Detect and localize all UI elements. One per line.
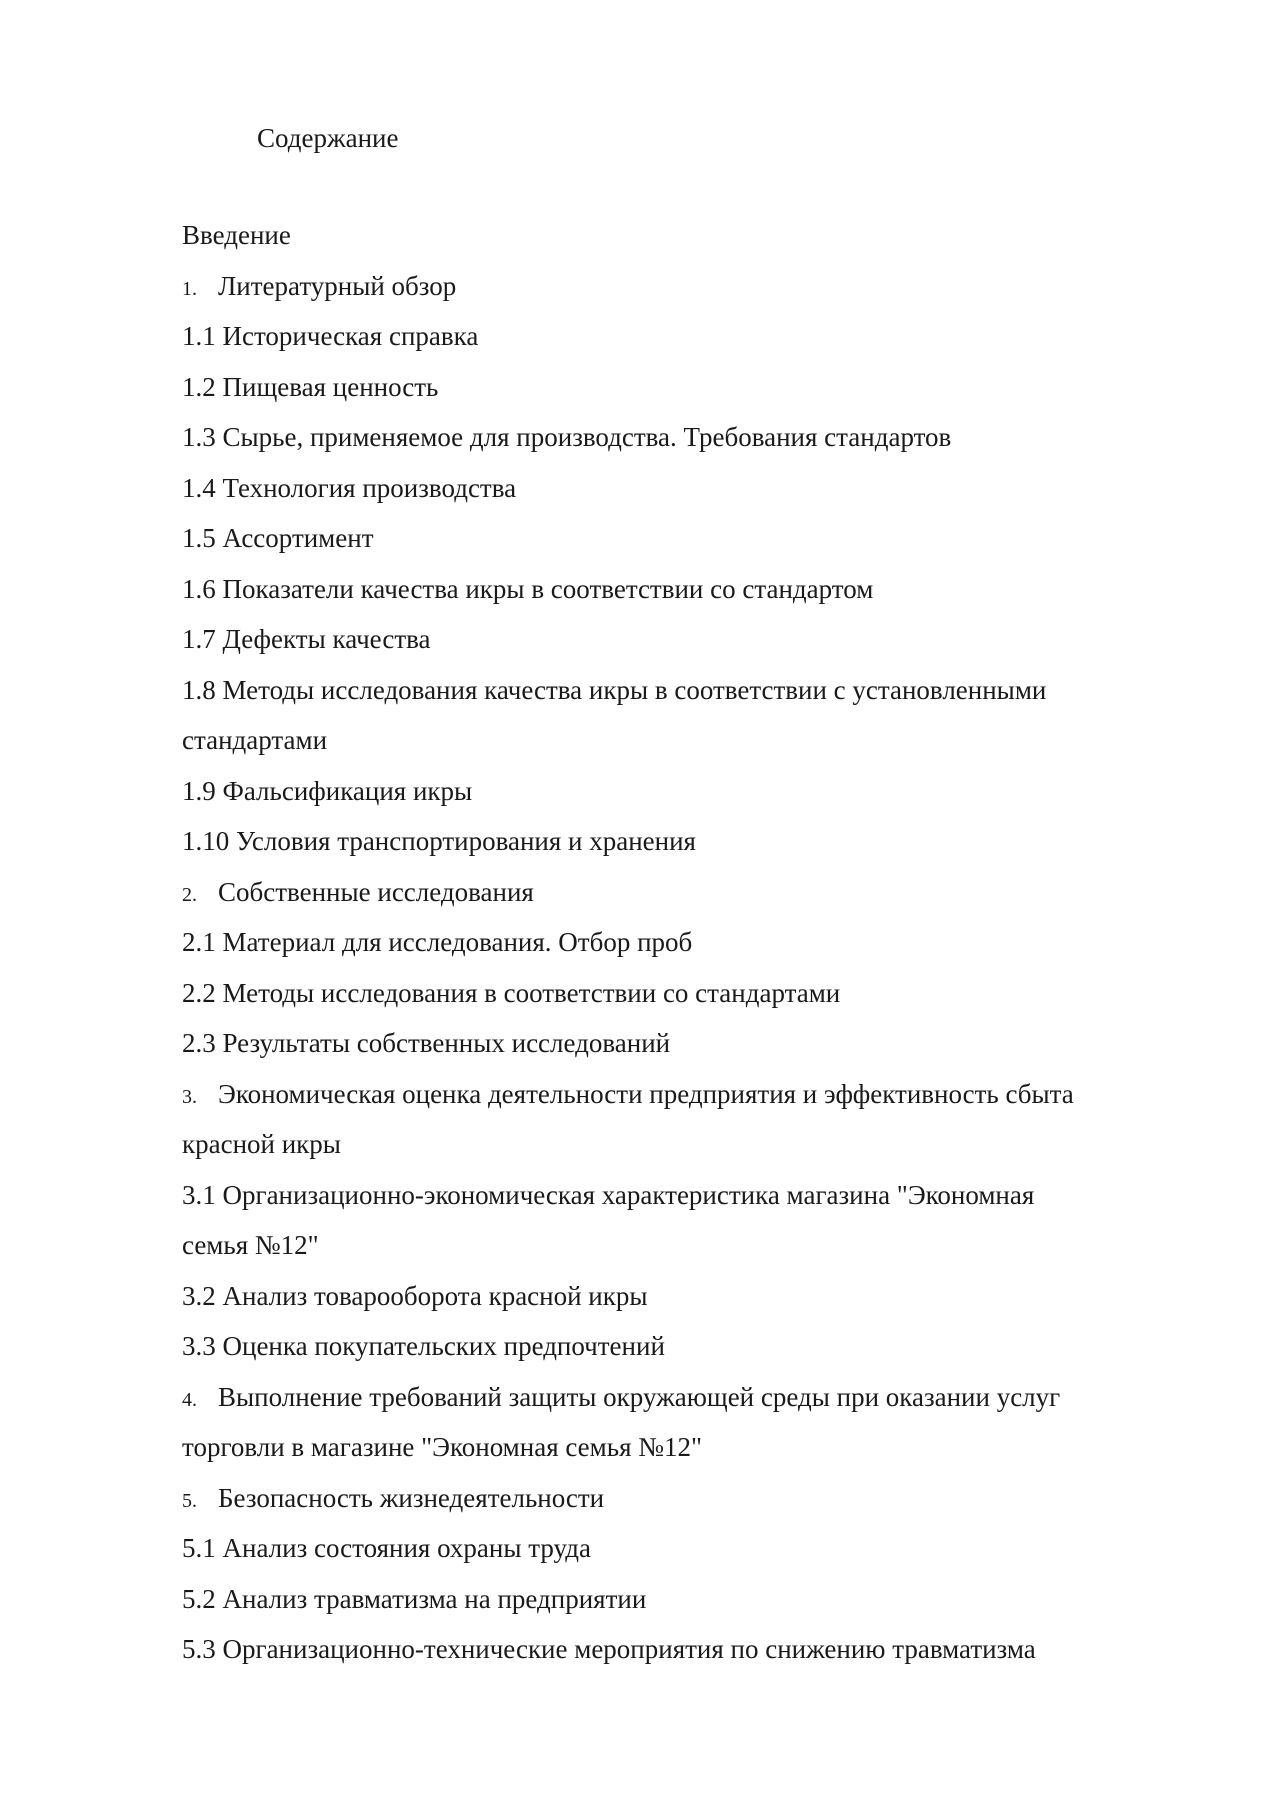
- toc-line-text: торговли в магазине "Экономная семья №12": [182, 1432, 703, 1462]
- toc-line-text: 5.1 Анализ состояния охраны труда: [182, 1533, 592, 1563]
- toc-line-text: 1.1 Историческая справка: [182, 321, 479, 351]
- toc-section-number: 3.: [182, 1085, 197, 1108]
- toc-line-text: стандартами: [182, 725, 328, 755]
- toc-line-text: Безопасность жизнедеятельности: [218, 1482, 605, 1513]
- toc-line: [182, 1271, 1192, 1322]
- toc-line-text: 1.7 Дефекты качества: [182, 624, 431, 654]
- toc-line: [182, 1170, 1192, 1221]
- toc-line: [182, 210, 1192, 261]
- toc-line: [182, 1372, 1192, 1423]
- toc-line: [182, 463, 1192, 514]
- toc-line-text: 3.2 Анализ товарооборота красной икры: [182, 1280, 648, 1311]
- toc-line: [182, 1220, 1192, 1271]
- toc-line-text: 3.3 Оценка покупательских предпочтений: [182, 1331, 665, 1361]
- toc-line: [182, 412, 1192, 463]
- toc-line-text: 2.3 Результаты собственных исследований: [182, 1028, 671, 1058]
- toc-line: [182, 261, 1192, 312]
- toc-line-text: Собственные исследования: [218, 876, 534, 907]
- toc-line: [182, 1018, 1192, 1069]
- toc-line-text: 1.4 Технология производства: [182, 472, 517, 503]
- toc-line: [182, 1624, 1192, 1675]
- toc-line-text: 1.5 Ассортимент: [182, 523, 374, 553]
- toc-line-text: 1.6 Показатели качества икры в соответствии со стандартом: [182, 573, 874, 604]
- toc-line: [182, 1422, 1192, 1473]
- toc-line-text: 1.3 Сырье, применяемое для производства. Требования стандартов: [182, 422, 952, 452]
- toc-line: [182, 1119, 1192, 1170]
- toc-line: [182, 362, 1192, 413]
- toc-line-text: Выполнение требований защиты окружающей среды при оказании услуг: [218, 1381, 1061, 1412]
- toc-line-text: 5.2 Анализ травматизма на предприятии: [182, 1583, 647, 1614]
- toc-line: [182, 1069, 1192, 1120]
- toc-line-text: 3.1 Организационно-экономическая характеристика магазина "Экономная: [182, 1179, 1035, 1210]
- toc-line-text: семья №12": [182, 1230, 319, 1260]
- toc-line: [182, 1321, 1192, 1372]
- toc-line-text: Введение: [182, 220, 291, 250]
- toc-section-number: 2.: [182, 883, 197, 906]
- toc-line: [182, 311, 1192, 362]
- toc-section-number: 1.: [182, 277, 197, 300]
- toc-line-text: 5.3 Организационно-технические мероприятия по снижению травматизма: [182, 1634, 1036, 1664]
- toc-line-text: 2.2 Методы исследования в соответствии со стандартами: [182, 977, 841, 1008]
- toc-line: [182, 766, 1192, 817]
- toc-line: [182, 1523, 1192, 1574]
- toc-line: [182, 917, 1192, 968]
- toc-line: [182, 1473, 1192, 1524]
- toc-section-number: 4.: [182, 1388, 197, 1411]
- toc-line: [182, 614, 1192, 665]
- toc-line-text: Литературный обзор: [218, 270, 457, 301]
- toc-line: [182, 665, 1192, 716]
- toc-line: [182, 816, 1192, 867]
- toc-line-text: 1.2 Пищевая ценность: [182, 371, 439, 402]
- toc-line: [182, 513, 1192, 564]
- toc-line: [182, 968, 1192, 1019]
- toc-line-text: 2.1 Материал для исследования. Отбор проб: [182, 927, 693, 957]
- toc-line-text: 1.10 Условия транспортирования и хранения: [182, 826, 696, 856]
- toc-line: [182, 1574, 1192, 1625]
- page-title: Содержание: [257, 123, 399, 153]
- toc-line-text: 1.9 Фальсификация икры: [182, 775, 473, 806]
- toc-line: [182, 867, 1192, 918]
- toc-line-text: 1.8 Методы исследования качества икры в соответствии с установленными: [182, 674, 1047, 705]
- table-of-contents: [182, 210, 1192, 1675]
- toc-line: [182, 715, 1192, 766]
- toc-section-number: 5.: [182, 1489, 197, 1512]
- toc-line: [182, 564, 1192, 615]
- toc-line-text: Экономическая оценка деятельности предприятия и эффективность сбыта: [218, 1078, 1074, 1109]
- toc-line-text: красной икры: [182, 1129, 341, 1159]
